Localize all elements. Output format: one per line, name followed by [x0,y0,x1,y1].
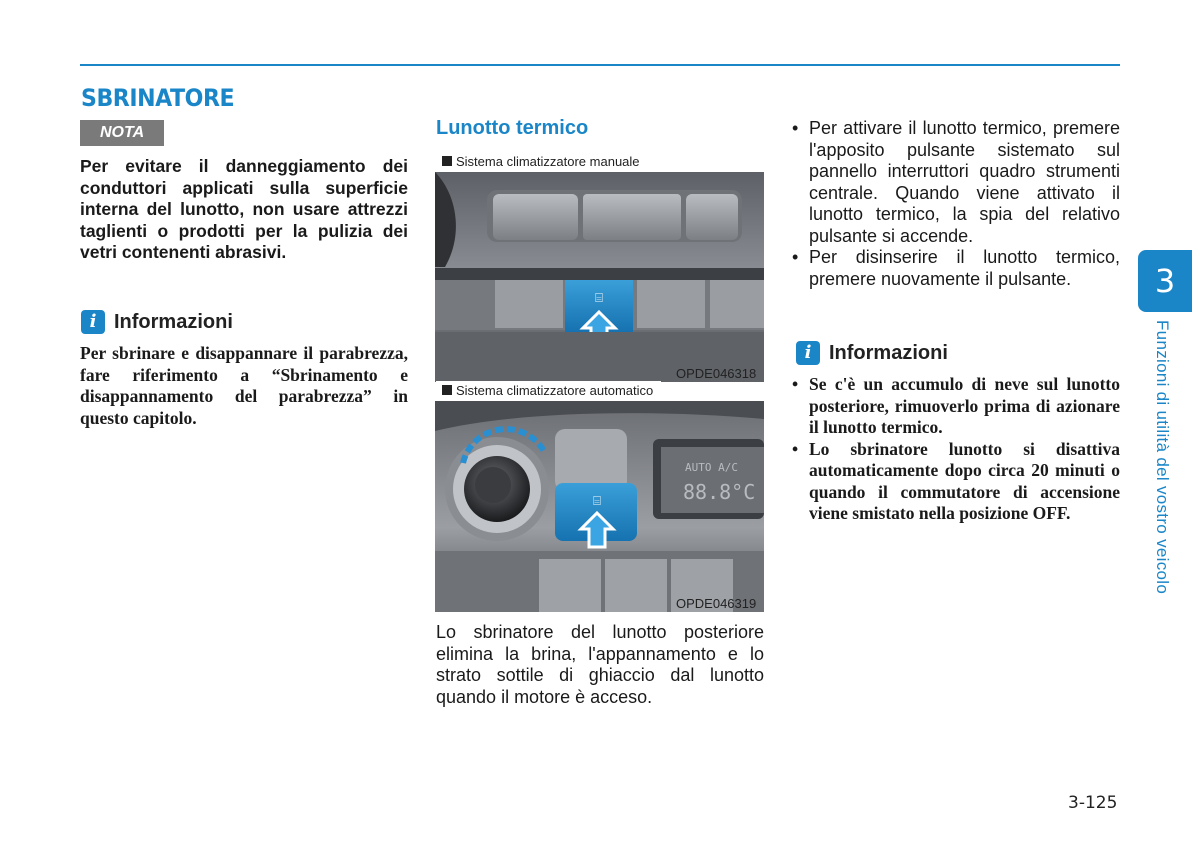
svg-text:⌸: ⌸ [593,494,601,509]
figure2-code: OPDE046319 [676,596,757,611]
nota-badge [80,120,164,146]
display-line1: AUTO A/C [685,461,738,474]
display-line2: 88.8°C [683,480,756,504]
info-icon: i [81,310,105,334]
list-item: • Per disinserire il lunotto termico, premere nuovamente il pulsante. [790,247,1120,290]
info-label: Informazioni [829,341,948,364]
section-title: SBRINATORE [81,84,235,112]
list-item: • Lo sbrinatore lunotto si disattiva automaticamente dopo circa 20 minuti o quando il commutatore di accensione viene smistato nella posizione OFF. [790,439,1120,525]
subtitle-lunotto-termico: Lunotto termico [436,117,589,139]
list-item: • Per attivare il lunotto termico, premere l'apposito pulsante sistemato sul pannello interruttori quadro strumenti centrale. Quando viene attivato il lunotto termico, la spia del relativo pulsante si accende. [790,118,1120,247]
right-bullet-list [790,118,1120,290]
nota-label: NOTA [100,124,145,141]
manual-climate-panel-photo [435,172,764,382]
top-rule [80,64,1120,66]
chapter-title: Funzioni di utilità del vostro veicolo [1153,320,1172,595]
figure2-caption [436,381,661,401]
middle-body-text: Lo sbrinatore del lunotto posteriore elimina la brina, l'appannamento e lo strato sottile di ghiaccio dal lunotto quando il motore è acceso. [436,622,764,707]
figure2-caption-text: Sistema climatizzatore automatico [456,383,654,398]
info-heading-right [796,341,948,365]
info-heading-left [81,310,233,334]
info-label: Informazioni [114,310,233,333]
caption-square-icon [442,156,452,166]
page-number: 3-125 [1068,793,1118,813]
figure1-code: OPDE046318 [676,366,757,381]
right-info-list [790,374,1120,525]
svg-text:⌸: ⌸ [595,291,603,306]
caption-square-icon [442,385,452,395]
info-left-text: Per sbrinare e disappannare il parabrezza, fare riferimento a “Sbrinamento e disappannamento del parabrezza” in questo capitolo. [80,343,408,428]
info-icon: i [796,341,820,365]
auto-climate-panel-photo [435,401,764,612]
nota-text: Per evitare il danneggiamento dei conduttori applicati sulla superficie interna del lunotto, non usare attrezzi taglienti o prodotti per la pulizia dei vetri contenenti abrasivi. [80,156,408,262]
list-item: • Se c'è un accumulo di neve sul lunotto posteriore, rimuoverlo prima di azionare il lunotto termico. [790,374,1120,439]
figure1-caption [436,152,648,172]
figure-auto-climate [435,401,764,612]
figure-manual-climate [435,172,764,382]
chapter-tab: 3 [1138,250,1192,312]
figure1-caption-text: Sistema climatizzatore manuale [456,154,640,169]
